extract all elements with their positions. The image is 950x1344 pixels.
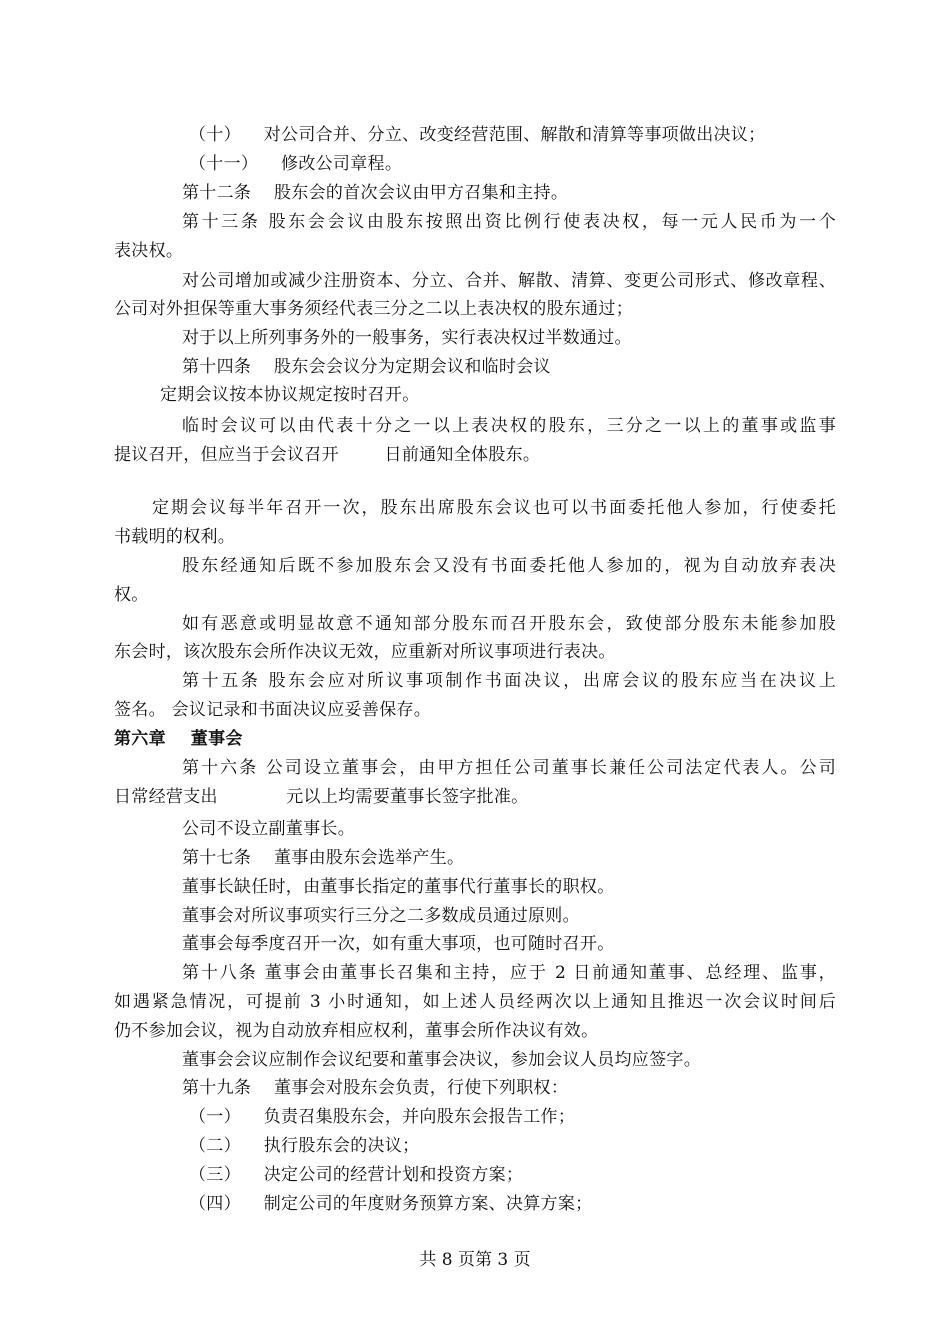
paragraph-line: 公司对外担保等重大事务须经代表三分之二以上表决权的股东通过； bbox=[114, 299, 633, 319]
item-ten: （十） 对公司合并、分立、改变经营范围、解散和清算等事项做出决议； bbox=[189, 125, 766, 145]
article-16-line-2: 日常经营支出 元以上均需要董事长签字批准。 bbox=[114, 787, 529, 807]
paragraph-line: 定期会议每半年召开一次，股东出席股东会议也可以书面委托他人参加，行使委托 bbox=[152, 498, 836, 518]
paragraph-line: 对公司增加或减少注册资本、分立、合并、解散、清算、变更公司形式、修改章程、 bbox=[182, 271, 836, 291]
article-14: 第十四条 股东会会议分为定期会议和临时会议 bbox=[182, 357, 551, 377]
paragraph-line: 临时会议可以由代表十分之一以上表决权的股东，三分之一以上的董事或监事 bbox=[182, 416, 836, 436]
article-17: 第十七条 董事由股东会选举产生。 bbox=[182, 848, 465, 868]
paragraph-line: 董事会每季度召开一次，如有重大事项，也可随时召开。 bbox=[182, 934, 615, 954]
article-15-line-2: 签名。 会议记录和书面决议应妥善保存。 bbox=[114, 700, 432, 720]
list-item: （三） 决定公司的经营计划和投资方案； bbox=[189, 1165, 524, 1185]
paragraph-line: 股东经通知后既不参加股东会又没有书面委托他人参加的，视为自动放弃表决 bbox=[182, 556, 836, 576]
article-13-line-1: 第十三条 股东会会议由股东按照出资比例行使表决权，每一元人民币为一个 bbox=[182, 212, 836, 232]
paragraph-line: 书载明的权利。 bbox=[114, 527, 236, 547]
article-18-line-1: 第十八条 董事会由董事长召集和主持，应于 2 日前通知董事、总经理、监事， bbox=[182, 963, 836, 983]
paragraph-line: 董事会会议应制作会议纪要和董事会决议，参加会议人员均应签字。 bbox=[182, 1050, 701, 1070]
paragraph-line: 如有恶意或明显故意不通知部分股东而召开股东会，致使部分股东未能参加股 bbox=[182, 614, 836, 634]
article-15-line-1: 第十五条 股东会应对所议事项制作书面决议，出席会议的股东应当在决议上 bbox=[182, 671, 836, 691]
paragraph-line: 董事会对所议事项实行三分之二多数成员通过原则。 bbox=[182, 906, 580, 926]
paragraph-line: 提议召开，但应当于会议召开 日前通知全体股东。 bbox=[114, 445, 541, 465]
item-eleven: （十一） 修改公司章程。 bbox=[189, 154, 403, 174]
paragraph-line: 东会时，该次股东会所作决议无效，应重新对所议事项进行表决。 bbox=[114, 642, 616, 662]
page-footer: 共 8 页第 3 页 bbox=[419, 1250, 531, 1270]
paragraph-line: 定期会议按本协议规定按时召开。 bbox=[160, 385, 420, 405]
chapter-heading: 第六章 董事会 bbox=[114, 729, 243, 749]
article-16-line-1: 第十六条 公司设立董事会，由甲方担任公司董事长兼任公司法定代表人。公司 bbox=[182, 758, 836, 778]
article-13-line-2: 表决权。 bbox=[114, 241, 184, 261]
article-19: 第十九条 董事会对股东会负责，行使下列职权： bbox=[182, 1078, 569, 1098]
list-item: （一） 负责召集股东会，并向股东会报告工作； bbox=[189, 1107, 576, 1127]
list-item: （四） 制定公司的年度财务预算方案、决算方案； bbox=[189, 1194, 593, 1214]
article-18-line-2: 如遇紧急情况，可提前 3 小时通知，如上述人员经两次以上通知且推迟一次会议时间后 bbox=[114, 992, 836, 1012]
article-18-line-3: 仍不参加会议，视为自动放弃相应权利，董事会所作决议有效。 bbox=[114, 1021, 599, 1041]
paragraph-line: 董事长缺任时，由董事长指定的董事代行董事长的职权。 bbox=[182, 877, 615, 897]
list-item: （二） 执行股东会的决议； bbox=[189, 1136, 420, 1156]
article-12: 第十二条 股东会的首次会议由甲方召集和主持。 bbox=[182, 183, 569, 203]
paragraph-line: 公司不设立副董事长。 bbox=[182, 819, 355, 839]
paragraph-line: 对于以上所列事务外的一般事务，实行表决权过半数通过。 bbox=[182, 328, 632, 348]
paragraph-line: 权。 bbox=[114, 585, 149, 605]
